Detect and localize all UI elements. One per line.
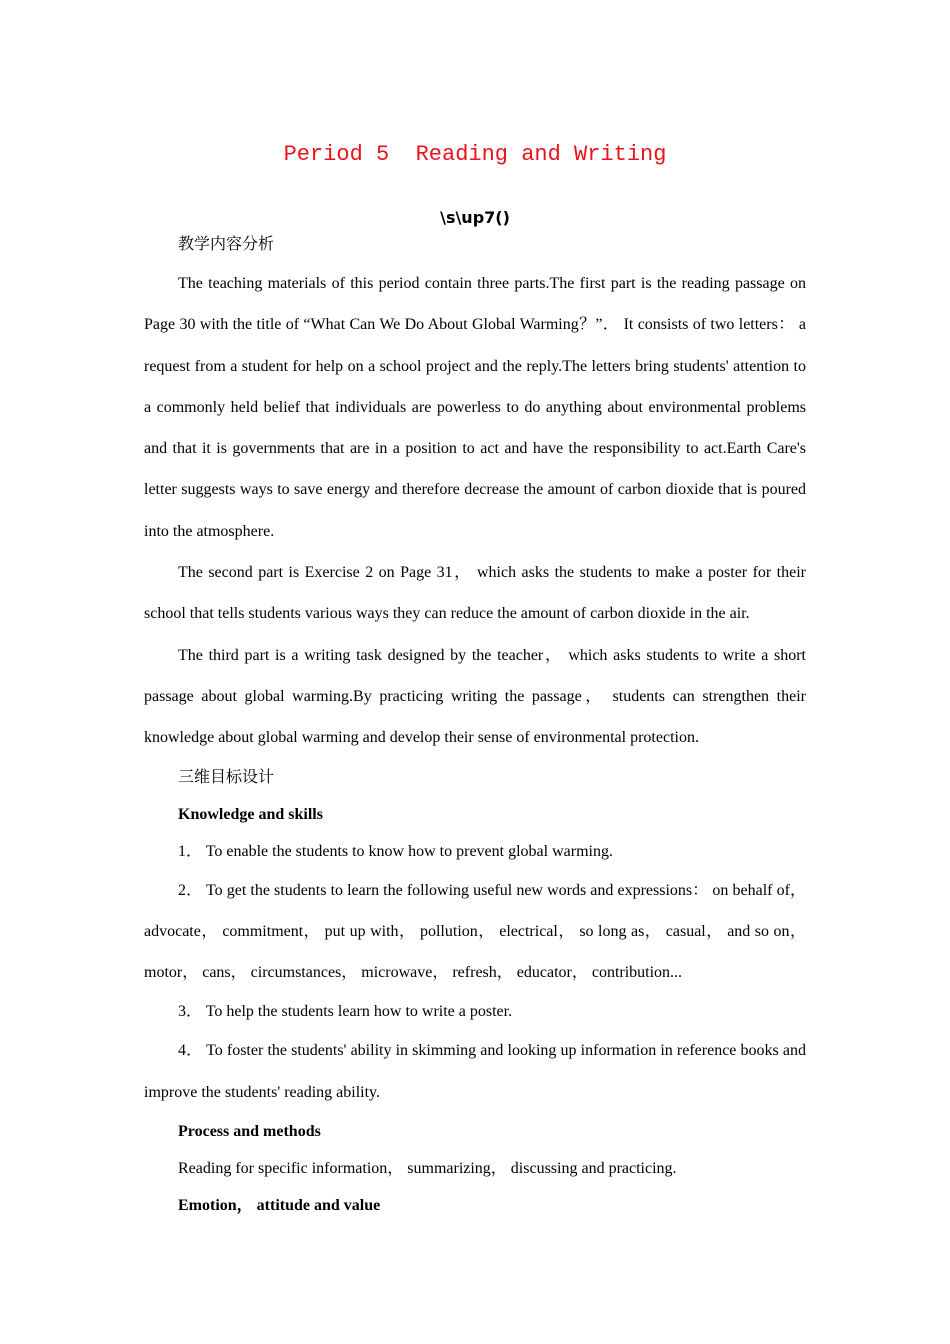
equation-field-code: \s\up7()	[440, 208, 510, 227]
subheading-knowledge-skills: Knowledge and skills	[178, 805, 323, 823]
page-title: Period 5 Reading and Writing	[283, 142, 667, 167]
paragraph-part-two: The second part is Exercise 2 on Page 31， which asks the students to make a poster for their school that tells students various ways they can reduce the amount of carbon dioxide in the air.	[144, 564, 806, 623]
subheading-emotion-attitude: Emotion， attitude and value	[178, 1197, 381, 1215]
goal-item-4: 4． To foster the students' ability in skimming and looking up information in reference books and improve the students' reading ability.	[144, 1042, 806, 1101]
process-text: Reading for specific information， summarizing， discussing and practicing.	[178, 1160, 677, 1178]
goal-item-2: 2． To get the students to learn the following useful new words and expressions： on behalf of， advocate， commitment， put up with， pollution， electrical， so long as， casual， and so on， motor， cans， circumstances， microwave， refresh， educator， contribution...	[144, 881, 806, 982]
paragraph-part-one: The teaching materials of this period contain three parts.The first part is the reading passage on Page 30 with the title of “What Can We Do About Global Warming？”． It consists of two letters： a request from a student for help on a school project and the reply.The letters bring students' attention to a commonly held belief that individuals are powerless to do anything about environmental problems and that it is governments that are in a position to act and have the responsibility to act.Earth Care's letter suggests ways to save energy and therefore decrease the amount of carbon dioxide that is poured into the atmosphere.	[144, 275, 806, 540]
paragraph-part-three: The third part is a writing task designed by the teacher， which asks students to write a short passage about global warming.By practicing writing the passage， students can strengthen their knowledge about global warming and develop their sense of environmental protection.	[144, 646, 806, 747]
document-body	[144, 226, 806, 1224]
section-heading-content-analysis: 教学内容分析	[178, 236, 275, 253]
subheading-process-methods: Process and methods	[178, 1123, 321, 1141]
goal-item-3: 3． To help the students learn how to write a poster.	[178, 1003, 513, 1021]
goal-item-1: 1． To enable the students to know how to prevent global warming.	[178, 842, 613, 860]
section-heading-goals: 三维目标设计	[178, 768, 275, 786]
